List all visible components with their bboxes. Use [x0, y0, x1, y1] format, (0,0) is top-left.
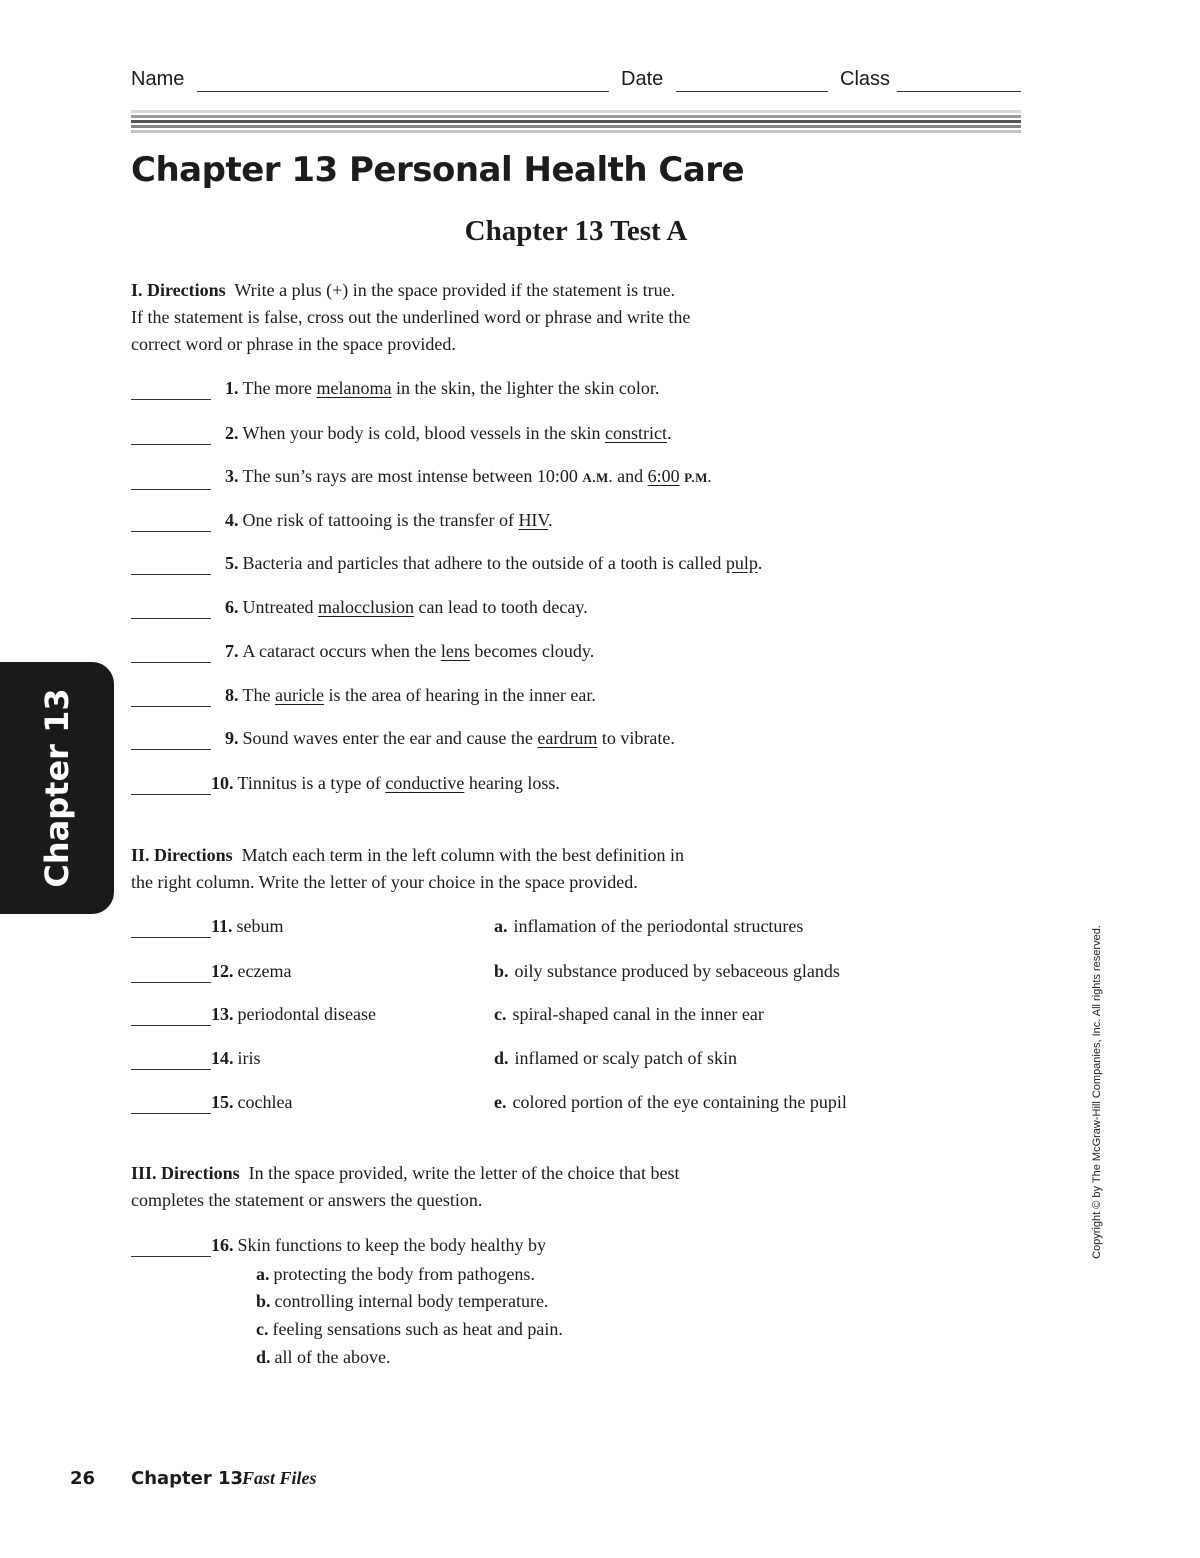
- underlined-term: melanoma: [316, 378, 392, 398]
- question-10: [131, 771, 560, 795]
- answer-blank[interactable]: [131, 556, 211, 575]
- answer-blank[interactable]: [131, 426, 211, 445]
- answer-blank[interactable]: [131, 919, 211, 938]
- answer-blank[interactable]: [131, 644, 211, 663]
- definition-text: inflamed or scaly patch of skin: [514, 1048, 737, 1068]
- matching-term-12: [131, 959, 291, 983]
- definition-letter: d.: [494, 1048, 509, 1068]
- name-label: Name: [131, 68, 185, 90]
- name-field[interactable]: [197, 91, 609, 92]
- answer-blank[interactable]: [131, 513, 211, 532]
- definition-letter: e.: [494, 1092, 507, 1112]
- matching-definition: [494, 959, 840, 983]
- choice-d: [256, 1345, 390, 1369]
- underlined-term: 6:00: [647, 466, 680, 486]
- definition-letter: c.: [494, 1004, 507, 1024]
- question-text: Untreated: [242, 597, 318, 617]
- answer-blank[interactable]: [131, 731, 211, 750]
- underlined-term: malocclusion: [317, 597, 414, 617]
- choice-b: [256, 1289, 548, 1313]
- question-text: Tinnitus is a type of: [237, 773, 386, 793]
- date-label: Date: [621, 68, 664, 90]
- choice-letter: c.: [256, 1319, 269, 1339]
- question-4: [131, 508, 553, 532]
- question-text: and: [612, 466, 648, 486]
- definition-text: colored portion of the eye containing the pupil: [512, 1092, 847, 1112]
- choice-text: all of the above.: [274, 1347, 391, 1367]
- choice-text: protecting the body from pathogens.: [273, 1264, 535, 1284]
- answer-blank[interactable]: [131, 471, 211, 490]
- section1-line1: Write a plus (+) in the space provided if the statement is true.: [234, 280, 676, 300]
- definition-text: spiral-shaped canal in the inner ear: [512, 1004, 764, 1024]
- copyright-notice: Copyright © by The McGraw-Hill Companies, Inc. All rights reserved.: [1091, 925, 1103, 1259]
- answer-blank[interactable]: [131, 1238, 211, 1257]
- term-text: sebum: [236, 916, 284, 936]
- section2-line2: the right column. Write the letter of your choice in the space provided.: [131, 872, 638, 892]
- definition-letter: a.: [494, 916, 508, 936]
- class-field[interactable]: [897, 91, 1021, 92]
- class-label: Class: [840, 68, 891, 90]
- question-text: The more: [242, 378, 317, 398]
- question-text: When your body is cold, blood vessels in the skin: [242, 423, 605, 443]
- question-5: [131, 551, 762, 575]
- choice-c: [256, 1317, 563, 1341]
- time-pm: P.M.: [684, 470, 712, 485]
- question-7: [131, 639, 594, 663]
- term-text: iris: [237, 1048, 261, 1068]
- section3-line1: In the space provided, write the letter of the choice that best: [248, 1163, 680, 1183]
- underlined-term: constrict: [604, 423, 667, 443]
- choice-text: controlling internal body temperature.: [274, 1291, 549, 1311]
- time-am: A.M.: [582, 470, 613, 485]
- test-title: Chapter 13 Test A: [464, 215, 688, 247]
- question-number: 12.: [211, 961, 234, 981]
- question-text: is the area of hearing in the inner ear.: [323, 685, 596, 705]
- question-8: [131, 683, 596, 707]
- definition-text: inflamation of the periodontal structures: [513, 916, 804, 936]
- section1-line3: correct word or phrase in the space provided.: [131, 334, 456, 354]
- question-text: hearing loss.: [464, 773, 560, 793]
- term-text: eczema: [237, 961, 292, 981]
- section2-line1: Match each term in the left column with the best definition in: [241, 845, 685, 865]
- answer-blank[interactable]: [131, 1095, 211, 1114]
- underlined-term: auricle: [274, 685, 324, 705]
- date-field[interactable]: [676, 91, 828, 92]
- question-6: [131, 595, 588, 619]
- matching-term-13: [131, 1002, 376, 1026]
- choice-letter: d.: [256, 1347, 271, 1367]
- question-number: 8.: [225, 685, 239, 705]
- page-number: 26: [70, 1468, 96, 1489]
- question-16: [131, 1233, 546, 1257]
- question-number: 4.: [225, 510, 239, 530]
- question-number: 7.: [225, 641, 239, 661]
- question-text: Sound waves enter the ear and cause the: [242, 728, 538, 748]
- matching-definition: [494, 1046, 737, 1070]
- question-number: 5.: [225, 553, 239, 573]
- question-9: [131, 726, 675, 750]
- underlined-term: lens: [440, 641, 470, 661]
- question-1: [131, 376, 659, 400]
- question-text: The sun’s rays are most intense between 10:00: [242, 466, 583, 486]
- question-2: [131, 421, 671, 445]
- question-3: [131, 464, 712, 488]
- chapter-title: Chapter 13 Personal Health Care: [131, 150, 745, 190]
- choice-letter: b.: [256, 1291, 271, 1311]
- question-text: in the skin, the lighter the skin color.: [391, 378, 660, 398]
- section3-line2: completes the statement or answers the question.: [131, 1190, 483, 1210]
- question-text: can lead to tooth decay.: [413, 597, 588, 617]
- matching-definition: [494, 1002, 764, 1026]
- definition-letter: b.: [494, 961, 509, 981]
- header-divider: [131, 110, 1021, 138]
- side-tab-label: Chapter 13: [38, 688, 76, 888]
- footer-series: Fast Files: [242, 1468, 317, 1488]
- term-text: periodontal disease: [237, 1004, 376, 1024]
- question-text: One risk of tattooing is the transfer of: [242, 510, 519, 530]
- underlined-term: conductive: [385, 773, 465, 793]
- question-number: 15.: [211, 1092, 234, 1112]
- answer-blank[interactable]: [131, 381, 211, 400]
- question-text: .: [757, 553, 763, 573]
- matching-definition: [494, 1090, 847, 1114]
- choice-text: feeling sensations such as heat and pain.: [272, 1319, 563, 1339]
- question-text: .: [548, 510, 553, 530]
- underlined-term: pulp: [725, 553, 758, 573]
- answer-blank[interactable]: [131, 1051, 211, 1070]
- section1-heading: I. Directions: [131, 280, 226, 300]
- question-text: .: [666, 423, 672, 443]
- section2-directions: [131, 842, 931, 896]
- question-number: 16.: [211, 1235, 234, 1255]
- section2-heading: II. Directions: [131, 845, 233, 865]
- answer-blank[interactable]: [131, 688, 211, 707]
- question-number: 2.: [225, 423, 239, 443]
- question-number: 1.: [225, 378, 239, 398]
- question-text: Bacteria and particles that adhere to the outside of a tooth is called: [242, 553, 726, 573]
- question-text: A cataract occurs when the: [242, 641, 441, 661]
- section3-heading: III. Directions: [131, 1163, 240, 1183]
- definition-text: oily substance produced by sebaceous glands: [514, 961, 840, 981]
- answer-blank[interactable]: [131, 776, 211, 795]
- underlined-term: eardrum: [537, 728, 598, 748]
- section1-directions: [131, 277, 931, 358]
- question-number: 9.: [225, 728, 239, 748]
- choice-a: [256, 1262, 535, 1286]
- question-number: 6.: [225, 597, 239, 617]
- underlined-term: HIV: [518, 510, 549, 530]
- section1-line2: If the statement is false, cross out the underlined word or phrase and write the: [131, 307, 691, 327]
- matching-definition: [494, 914, 803, 938]
- question-text: Skin functions to keep the body healthy by: [237, 1235, 546, 1255]
- question-number: 14.: [211, 1048, 234, 1068]
- question-text: The: [242, 685, 275, 705]
- footer-chapter: Chapter 13: [131, 1468, 244, 1489]
- question-number: 3.: [225, 466, 239, 486]
- question-number: 11.: [211, 916, 233, 936]
- answer-blank[interactable]: [131, 600, 211, 619]
- matching-term-14: [131, 1046, 261, 1070]
- matching-term-11: [131, 914, 284, 938]
- choice-letter: a.: [256, 1264, 270, 1284]
- question-text: to vibrate.: [597, 728, 675, 748]
- question-number: 10.: [211, 773, 234, 793]
- answer-blank[interactable]: [131, 1007, 211, 1026]
- answer-blank[interactable]: [131, 964, 211, 983]
- question-number: 13.: [211, 1004, 234, 1024]
- question-text: becomes cloudy.: [469, 641, 595, 661]
- matching-term-15: [131, 1090, 292, 1114]
- section3-directions: [131, 1160, 931, 1214]
- term-text: cochlea: [237, 1092, 293, 1112]
